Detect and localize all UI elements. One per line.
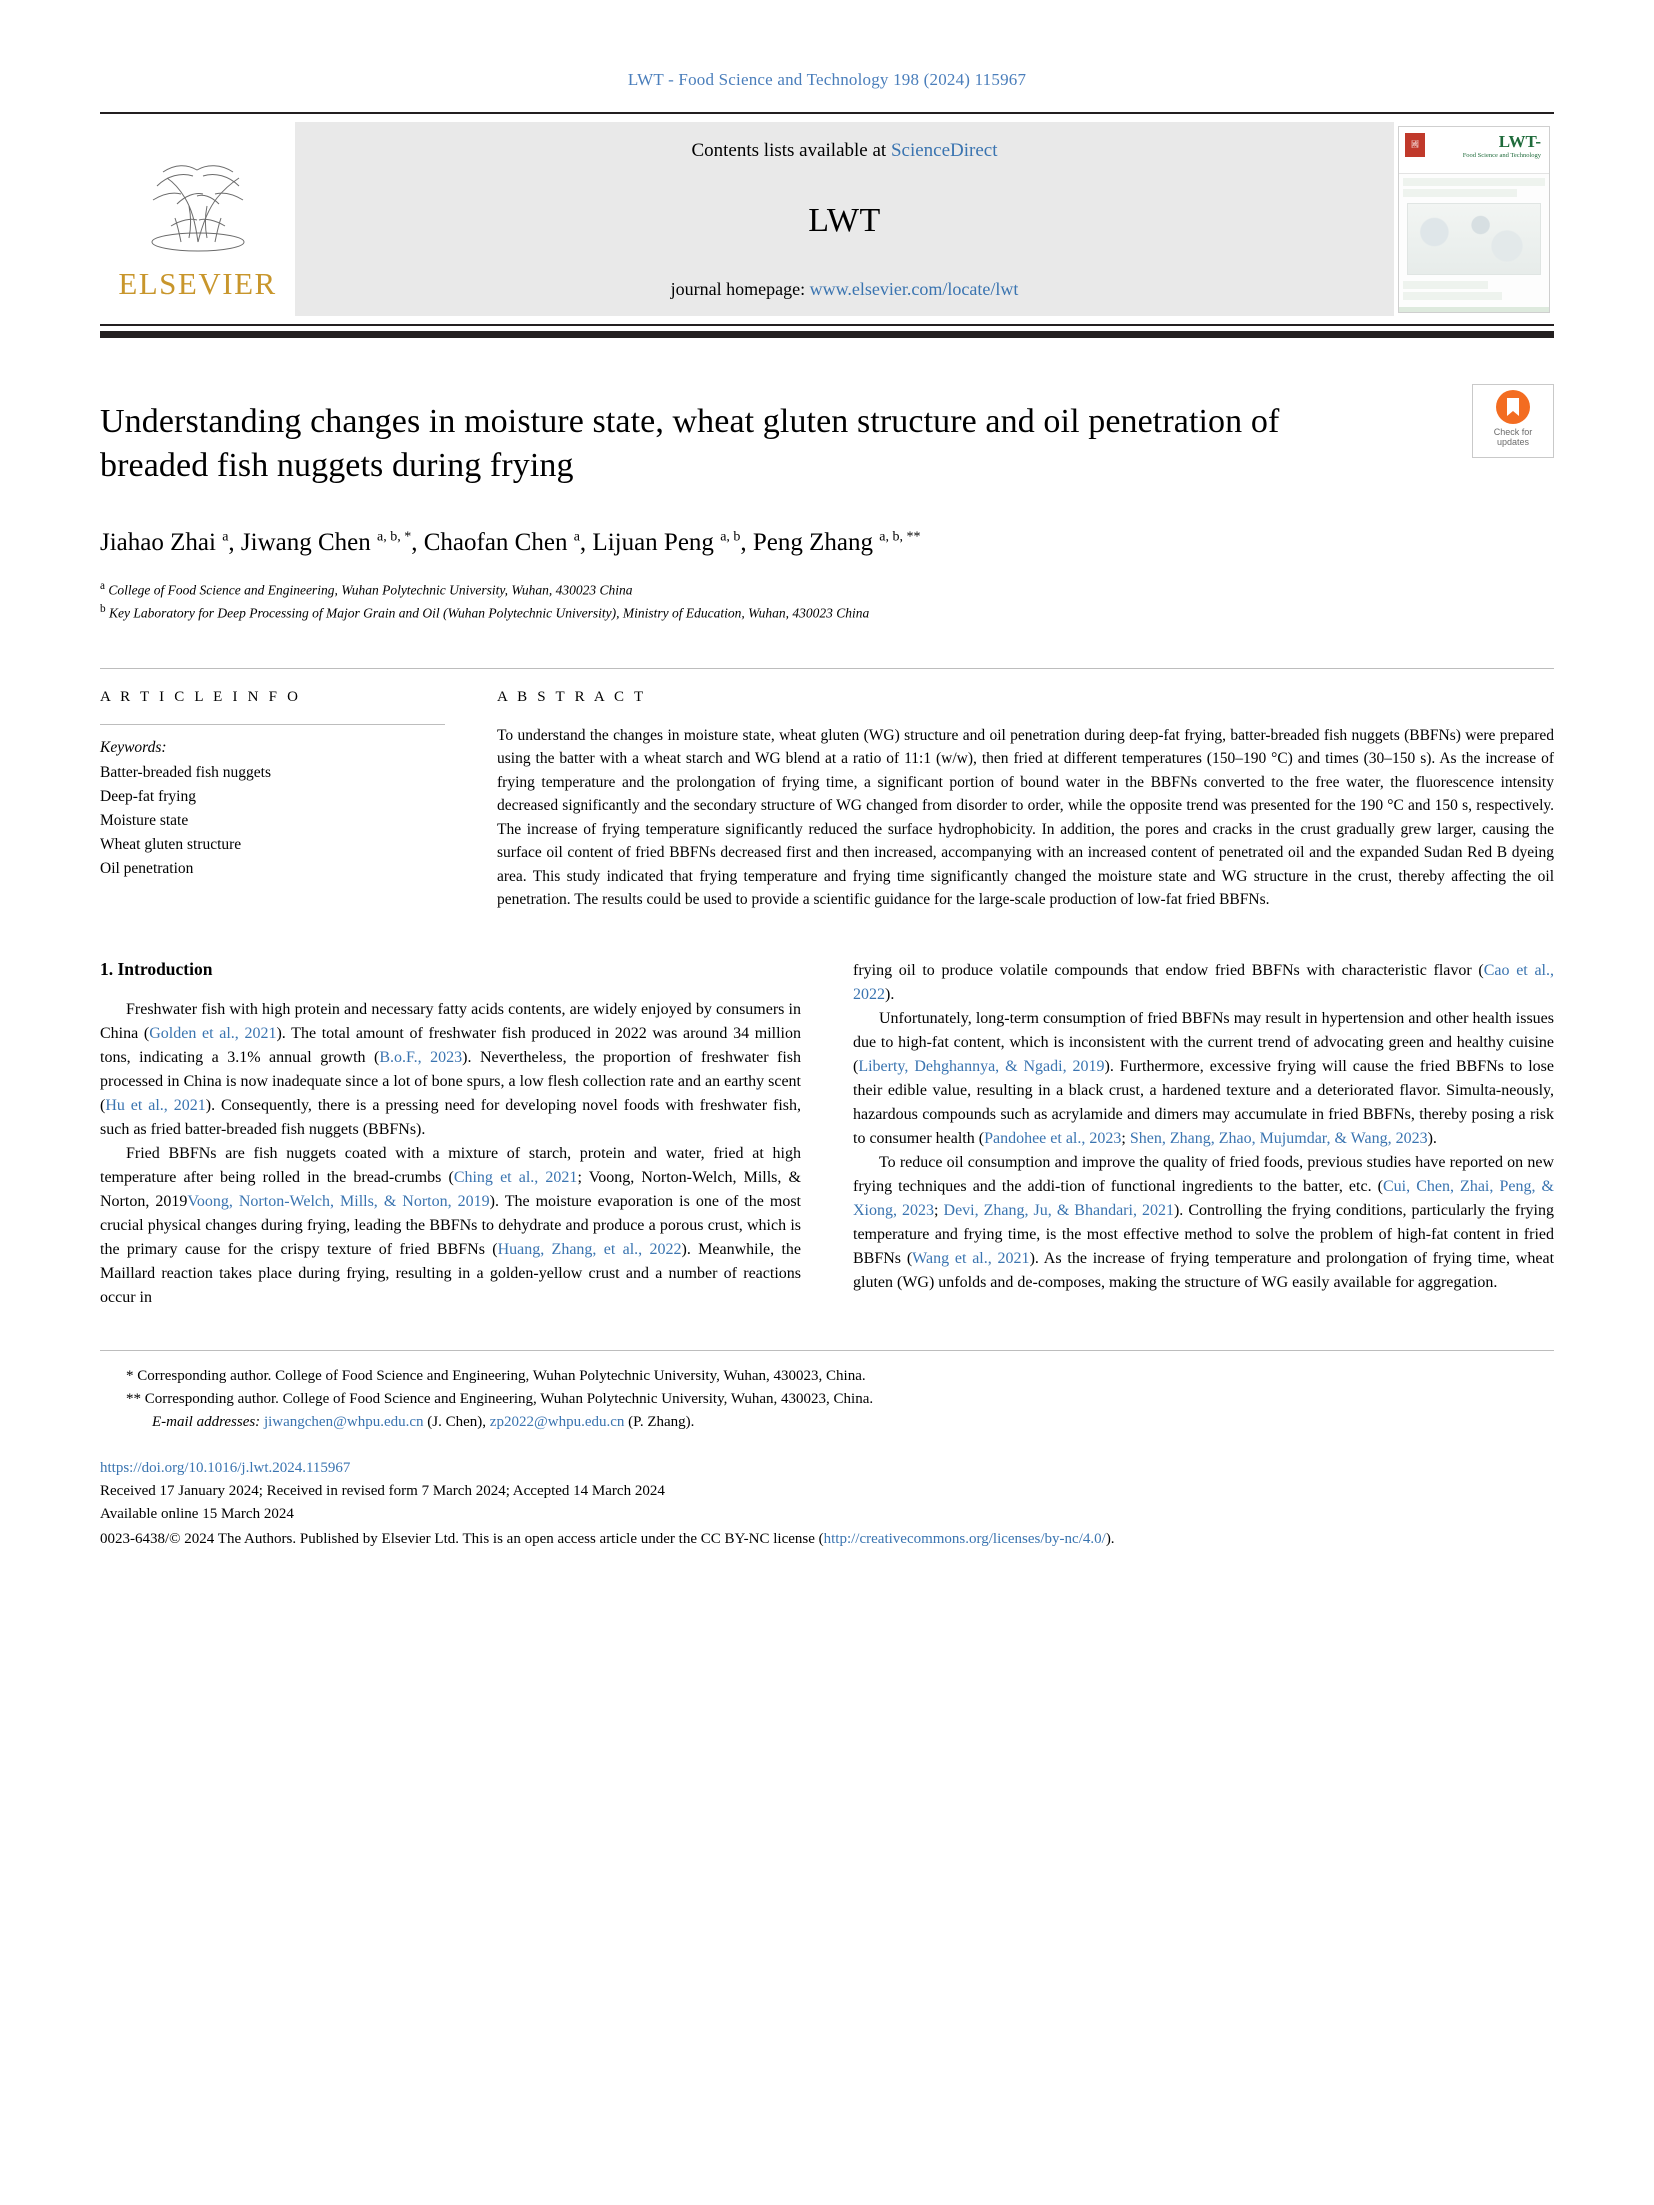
crossmark-icon bbox=[1496, 390, 1530, 424]
email-owner-2: (P. Zhang). bbox=[628, 1414, 695, 1431]
citation-link[interactable]: Wang et al., 2021 bbox=[912, 1249, 1030, 1267]
cover-photo bbox=[1407, 203, 1541, 275]
page-title: Understanding changes in moisture state, wheat gluten structure and oil penetration of breaded fish nuggets during frying bbox=[100, 403, 1280, 484]
email-link-2[interactable]: zp2022@whpu.edu.cn bbox=[489, 1414, 625, 1431]
citation-link[interactable]: Shen, Zhang, Zhao, Mujumdar, & Wang, 2023 bbox=[1129, 1129, 1428, 1147]
journal-cover-image bbox=[1398, 126, 1550, 313]
corresponding-author-2: ** Corresponding author. College of Food Science and Engineering, Wuhan Polytechnic University, Wuhan, 430023, China. bbox=[126, 1391, 874, 1408]
email-addresses bbox=[100, 1411, 1554, 1434]
keyword-item: Deep-fat frying bbox=[100, 787, 196, 805]
citation-link[interactable]: Voong, Norton-Welch, Mills, & Norton, 2019 bbox=[187, 1192, 490, 1210]
affiliation-b: $^b$ Key Laboratory for Deep Processing of Major Grain and Oil (Wuhan Polytechnic University), Ministry of Education, Wuhan, 430023 China bbox=[100, 602, 870, 621]
abstract-heading: A B S T R A C T bbox=[497, 688, 647, 705]
title-block bbox=[100, 400, 1554, 624]
abstract-column bbox=[497, 689, 1554, 912]
contents-prefix: Contents lists available at bbox=[691, 140, 891, 161]
citation-link[interactable]: Huang, Zhang, et al., 2022 bbox=[497, 1240, 682, 1258]
elsevier-wordmark: ELSEVIER bbox=[118, 266, 277, 301]
masthead-center bbox=[295, 122, 1394, 316]
citation-link[interactable]: Pandohee et al., 2023 bbox=[984, 1129, 1122, 1147]
crossmark-line2: updates bbox=[1496, 437, 1530, 448]
keyword-item: Oil penetration bbox=[100, 859, 194, 877]
article-info-heading: A R T I C L E I N F O bbox=[100, 688, 302, 705]
citation-link[interactable]: Liberty, Dehghannya, & Ngadi, 2019 bbox=[858, 1057, 1105, 1075]
masthead-rule bbox=[100, 331, 1554, 338]
citation-link[interactable]: B.o.F., 2023 bbox=[379, 1048, 463, 1066]
homepage-prefix: journal homepage: bbox=[670, 279, 810, 299]
keyword-item: Moisture state bbox=[100, 811, 189, 829]
paragraph: frying oil to produce volatile compounds that endow fried BBFNs with characteristic flavor (Cao et al., 2022). bbox=[853, 961, 1554, 1003]
journal-homepage-link[interactable]: www.elsevier.com/locate/lwt bbox=[809, 279, 1019, 299]
license-link[interactable]: http://creativecommons.org/licenses/by-nc/4.0/ bbox=[823, 1531, 1106, 1548]
elsevier-tree-icon bbox=[133, 142, 263, 262]
copyright-text-a: 0023-6438/© 2024 The Authors. Published by Elsevier Ltd. This is an open access article under the CC BY-NC license ( bbox=[100, 1531, 824, 1548]
email-owner-1: (J. Chen), bbox=[427, 1414, 487, 1431]
crossmark-badge[interactable] bbox=[1472, 384, 1554, 458]
email-link-1[interactable]: jiwangchen@whpu.edu.cn bbox=[263, 1414, 424, 1431]
journal-title: LWT bbox=[808, 201, 881, 239]
sciencedirect-link[interactable]: ScienceDirect bbox=[890, 140, 998, 161]
publication-meta bbox=[100, 1457, 1554, 1552]
received-dates: Received 17 January 2024; Received in revised form 7 March 2024; Accepted 14 March 2024 bbox=[100, 1482, 665, 1499]
affiliations bbox=[100, 578, 1554, 624]
citation-link[interactable]: Hu et al., 2021 bbox=[105, 1096, 206, 1114]
section-heading-introduction: 1. Introduction bbox=[100, 958, 213, 979]
keyword-item: Wheat gluten structure bbox=[100, 835, 242, 853]
running-head: LWT - Food Science and Technology 198 (2024) 115967 bbox=[627, 70, 1027, 89]
publisher-logo bbox=[100, 114, 295, 324]
citation-link[interactable]: Devi, Zhang, Ju, & Bhandari, 2021 bbox=[943, 1201, 1174, 1219]
citation-link[interactable]: Cao et al., 2022 bbox=[853, 961, 1554, 1003]
journal-masthead bbox=[100, 112, 1554, 326]
keyword-item: Batter-breaded fish nuggets bbox=[100, 763, 271, 781]
body-column-left bbox=[100, 959, 801, 1310]
contents-line bbox=[691, 140, 997, 162]
article-info-column bbox=[100, 689, 445, 912]
paragraph: Fried BBFNs are fish nuggets coated with a mixture of starch, protein and water, fried at high temperature after being rolled in the bread-crumbs (Ching et al., 2021; Voong, Norton-Welch, Mills, & Norton, 2019Voong, Norton-Welch, Mills, & Norton, 2019). The moisture evaporation is one of the most crucial physical changes during frying, leading the BBFNs to dehydrate and produce a porous crust, which is the primary cause for the crispy texture of fried BBFNs (Huang, Zhang, et al., 2022). Meanwhile, the Maillard reaction takes place during frying, resulting in a golden-yellow crust and a number of reactions occur in bbox=[100, 1144, 801, 1306]
paragraph: Unfortunately, long-term consumption of fried BBFNs may result in hypertension and other health issues due to high-fat content, which is inconsistent with the current trend of advocating green and healthy cuisine (Liberty, Dehghannya, & Ngadi, 2019). Furthermore, excessive frying will cause the fried BBFNs to lose their edible value, resulting in a black crust, a hardened texture and a deteriorated flavor. Simulta-neously, hazardous compounds such as acrylamide and dimers may accumulate in fried BBFNs, thereby posing a risk to consumer health (Pandohee et al., 2023; Shen, Zhang, Zhao, Mujumdar, & Wang, 2023). bbox=[853, 1009, 1554, 1147]
body-columns bbox=[100, 958, 1554, 1310]
copyright-text-b: ). bbox=[1105, 1531, 1115, 1548]
keywords-divider bbox=[100, 724, 445, 725]
paragraph: Freshwater fish with high protein and necessary fatty acids contents, are widely enjoyed by consumers in China (Golden et al., 2021). The total amount of freshwater fish produced in 2022 was around 34 million tons, indicating a 3.1% annual growth (B.o.F., 2023). Nevertheless, the proportion of freshwater fish processed in China is now inadequate since a lot of bone spurs, a low flesh collection rate and an earthy scent (Hu et al., 2021). Consequently, there is a pressing need for developing novel foods with freshwater fish, such as fried batter-breaded fish nuggets (BBFNs). bbox=[100, 1000, 802, 1138]
cover-subtitle: Food Science and Technology bbox=[1462, 151, 1541, 159]
info-abstract-row bbox=[100, 668, 1554, 912]
author-list: Jiahao Zhai $^a$, Jiwang Chen $^{a, b, *}$, Chaofan Chen $^a$, Lijuan Peng $^{a, b}$, Peng Zhang $^{a, b, **}$ bbox=[100, 529, 921, 557]
keywords-list bbox=[100, 761, 445, 881]
footnotes bbox=[100, 1350, 1554, 1552]
citation-link[interactable]: Cui, Chen, Zhai, Peng, & Xiong, 2023 bbox=[853, 1177, 1554, 1219]
email-label: E-mail addresses: bbox=[152, 1414, 261, 1431]
citation-link[interactable]: Ching et al., 2021 bbox=[453, 1168, 578, 1186]
affiliation-a: $^a$ College of Food Science and Engineering, Wuhan Polytechnic University, Wuhan, 430023 China bbox=[100, 580, 633, 598]
cover-title: LWT- bbox=[1498, 131, 1541, 151]
crossmark-line1: Check for bbox=[1493, 427, 1533, 437]
homepage-line bbox=[671, 279, 1019, 300]
copyright-notice bbox=[100, 1528, 1554, 1551]
paragraph: To reduce oil consumption and improve the quality of fried foods, previous studies have reported on new frying techniques and the addi-tion of functional ingredients to the batter, etc. (Cui, Chen, Zhai, Peng, & Xiong, 2023; Devi, Zhang, Ju, & Bhandari, 2021). Controlling the frying conditions, particularly the frying temperature and frying time, is the most effective method to solve the problem of high-fat content in fried BBFNs (Wang et al., 2021). As the increase of frying temperature and prolongation of frying time, wheat gluten (WG) unfolds and de-composes, making the structure of WG easily available for aggregation. bbox=[853, 1153, 1555, 1291]
doi-link[interactable]: https://doi.org/10.1016/j.lwt.2024.115967 bbox=[100, 1459, 351, 1476]
corresponding-author-1: * Corresponding author. College of Food Science and Engineering, Wuhan Polytechnic University, Wuhan, 430023, China. bbox=[126, 1367, 866, 1384]
citation-link[interactable]: Golden et al., 2021 bbox=[149, 1024, 277, 1042]
abstract-text: To understand the changes in moisture state, wheat gluten (WG) structure and oil penetration during deep-fat frying, batter-breaded fish nuggets (BBFNs) were prepared using the batter with a wheat starch and WG blend at a ratio of 11:1 (w/w), then fried at different temperatures (150–190 °C) and times (30–150 s). As the increase of frying temperature and the prolongation of frying time, a significant portion of bound water in the BBFNs converted to the free water, the fluorescence intensity decreased significantly and the secondary structure of WG changed from disorder to order, while the opposite trend was presented for the 190 °C and 150 s, respectively. The increase of frying temperature significantly reduced the surface hydrophobicity. In addition, the pores and cracks in the crust gradually grew larger, causing the surface oil content of fried BBFNs decreased first and then increased, accompanying with an increased content of penetrated oil and the expanded Sudan Red B dyeing area. This study indicated that frying temperature and frying time significantly changed the moisture state and WG structure in the crust, thereby affecting the oil penetration. The results could be used to provide a scientific guidance for the large-scale production of low-fat fried BBFNs. bbox=[497, 726, 1554, 909]
masthead-right bbox=[1394, 114, 1554, 324]
keywords-label: Keywords: bbox=[100, 738, 167, 756]
cover-publisher-mark: 國 bbox=[1405, 133, 1425, 157]
body-column-right bbox=[853, 959, 1554, 1310]
available-online: Available online 15 March 2024 bbox=[100, 1506, 294, 1523]
